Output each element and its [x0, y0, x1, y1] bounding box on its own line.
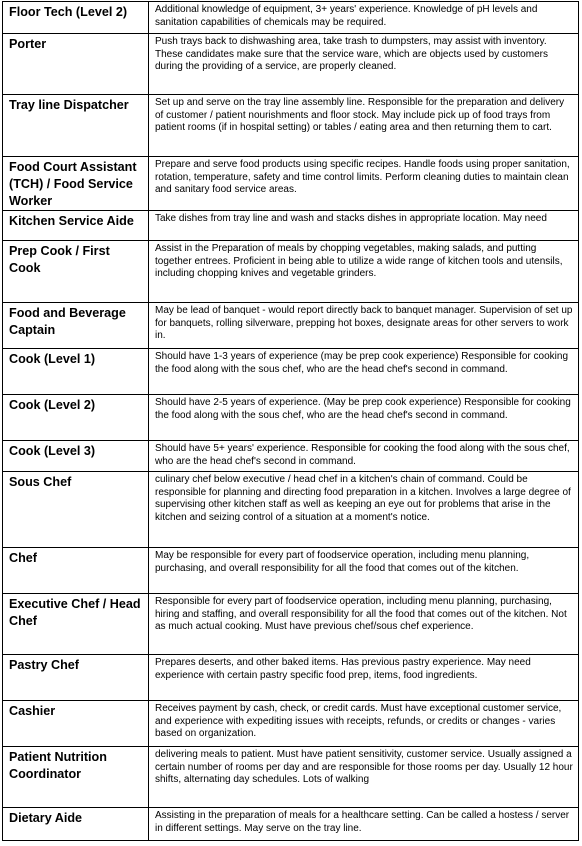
role-title: Executive Chef / Head Chef [3, 594, 149, 655]
role-title: Dietary Aide [3, 808, 149, 841]
role-description: Prepares deserts, and other baked items. Has previous pastry experience. May need experience with certain pastry specific food prep, items, food ingredients. [149, 655, 579, 701]
table-row [3, 2, 579, 34]
role-description: Responsible for every part of foodservice operation, including menu planning, purchasing, hiring and staffing, and overall responsibility for all the food that comes out of the kitchen. Not as much actual cooking. Must have previous chef/sous chef experience. [149, 594, 579, 655]
role-title: Prep Cook / First Cook [3, 241, 149, 303]
role-title: Cook (Level 1) [3, 349, 149, 395]
role-description: Receives payment by cash, check, or credit cards. Must have exceptional customer service, and experience with expediting issues with receipts, refunds, or credits or changes - varies based on organization. [149, 701, 579, 747]
role-description: Take dishes from tray line and wash and stacks dishes in appropriate location. May need [149, 211, 579, 241]
role-title: Kitchen Service Aide [3, 211, 149, 241]
table-row [3, 594, 579, 655]
role-title: Patient Nutrition Coordinator [3, 747, 149, 808]
role-description: May be responsible for every part of foodservice operation, including menu planning, purchasing, and overall responsibility for all the food that comes out of the kitchen. [149, 548, 579, 594]
role-title: Cashier [3, 701, 149, 747]
role-title: Porter [3, 34, 149, 95]
table-row [3, 95, 579, 157]
role-title: Tray line Dispatcher [3, 95, 149, 157]
role-description: Should have 2-5 years of experience. (May be prep cook experience) Responsible for cooking the food along with the sous chef, who are the head chef's second in command. [149, 395, 579, 441]
role-description: culinary chef below executive / head chef in a kitchen's chain of command. Could be responsible for planning and directing food preparation in a kitchen. Involves a large degree of supervising other kitchen staff as well as keeping an eye out for problems that arise in the kitchen and seizing control of a situation at a moment's notice. [149, 472, 579, 548]
role-title: Pastry Chef [3, 655, 149, 701]
table-row [3, 548, 579, 594]
role-description: Assist in the Preparation of meals by chopping vegetables, making salads, and putting together entrees. Proficient in being able to utilize a wide range of kitchen tools and utensils, including chopping knives and vegetable grinders. [149, 241, 579, 303]
table-row [3, 34, 579, 95]
table-row [3, 241, 579, 303]
table-row [3, 655, 579, 701]
table-row [3, 303, 579, 349]
role-title: Floor Tech (Level 2) [3, 2, 149, 34]
job-roles-table-body [3, 2, 579, 841]
role-description: Assisting in the preparation of meals for a healthcare setting. Can be called a hostess / server in different settings. May serve on the tray line. [149, 808, 579, 841]
role-title: Cook (Level 3) [3, 441, 149, 472]
role-description: May be lead of banquet - would report directly back to banquet manager. Supervision of set up for banquets, rolling silverware, prepping hot boxes, designate areas for other servers to work in. [149, 303, 579, 349]
role-title: Food and Beverage Captain [3, 303, 149, 349]
job-roles-table [2, 1, 579, 841]
table-row [3, 808, 579, 841]
table-row [3, 211, 579, 241]
role-description: Should have 5+ years' experience. Responsible for cooking the food along with the sous chef, who are the head chef's second in command. [149, 441, 579, 472]
role-description: Set up and serve on the tray line assembly line. Responsible for the preparation and delivery of customer / patient nourishments and floor stock. May include pick up of food trays from patient rooms (if in hospital setting) or tables / eating area and then returning them to cart. [149, 95, 579, 157]
table-row [3, 349, 579, 395]
role-description: delivering meals to patient. Must have patient sensitivity, customer service. Usually assigned a certain number of rooms per day and are responsible for those rooms per day. Usually 12 hour shifts, alternating day schedules. Lots of walking [149, 747, 579, 808]
role-description: Prepare and serve food products using specific recipes. Handle foods using proper sanitation, rotation, temperature, safety and time control limits. Perform cleaning duties to maintain clean and sanitary food service areas. [149, 157, 579, 211]
table-row [3, 701, 579, 747]
table-row [3, 747, 579, 808]
table-row [3, 441, 579, 472]
role-title: Cook (Level 2) [3, 395, 149, 441]
table-row [3, 395, 579, 441]
role-title: Food Court Assistant (TCH) / Food Service Worker [3, 157, 149, 211]
role-description: Push trays back to dishwashing area, take trash to dumpsters, may assist with inventory. These candidates make sure that the service ware, which are objects used by customers during the providing of a service, are properly cleaned. [149, 34, 579, 95]
table-row [3, 157, 579, 211]
role-description: Should have 1-3 years of experience (may be prep cook experience) Responsible for cooking the food along with the sous chef, who are the head chef's second in command. [149, 349, 579, 395]
table-row [3, 472, 579, 548]
role-title: Sous Chef [3, 472, 149, 548]
role-title: Chef [3, 548, 149, 594]
role-description: Additional knowledge of equipment, 3+ years' experience. Knowledge of pH levels and sanitation capabilities of chemicals may be required. [149, 2, 579, 34]
